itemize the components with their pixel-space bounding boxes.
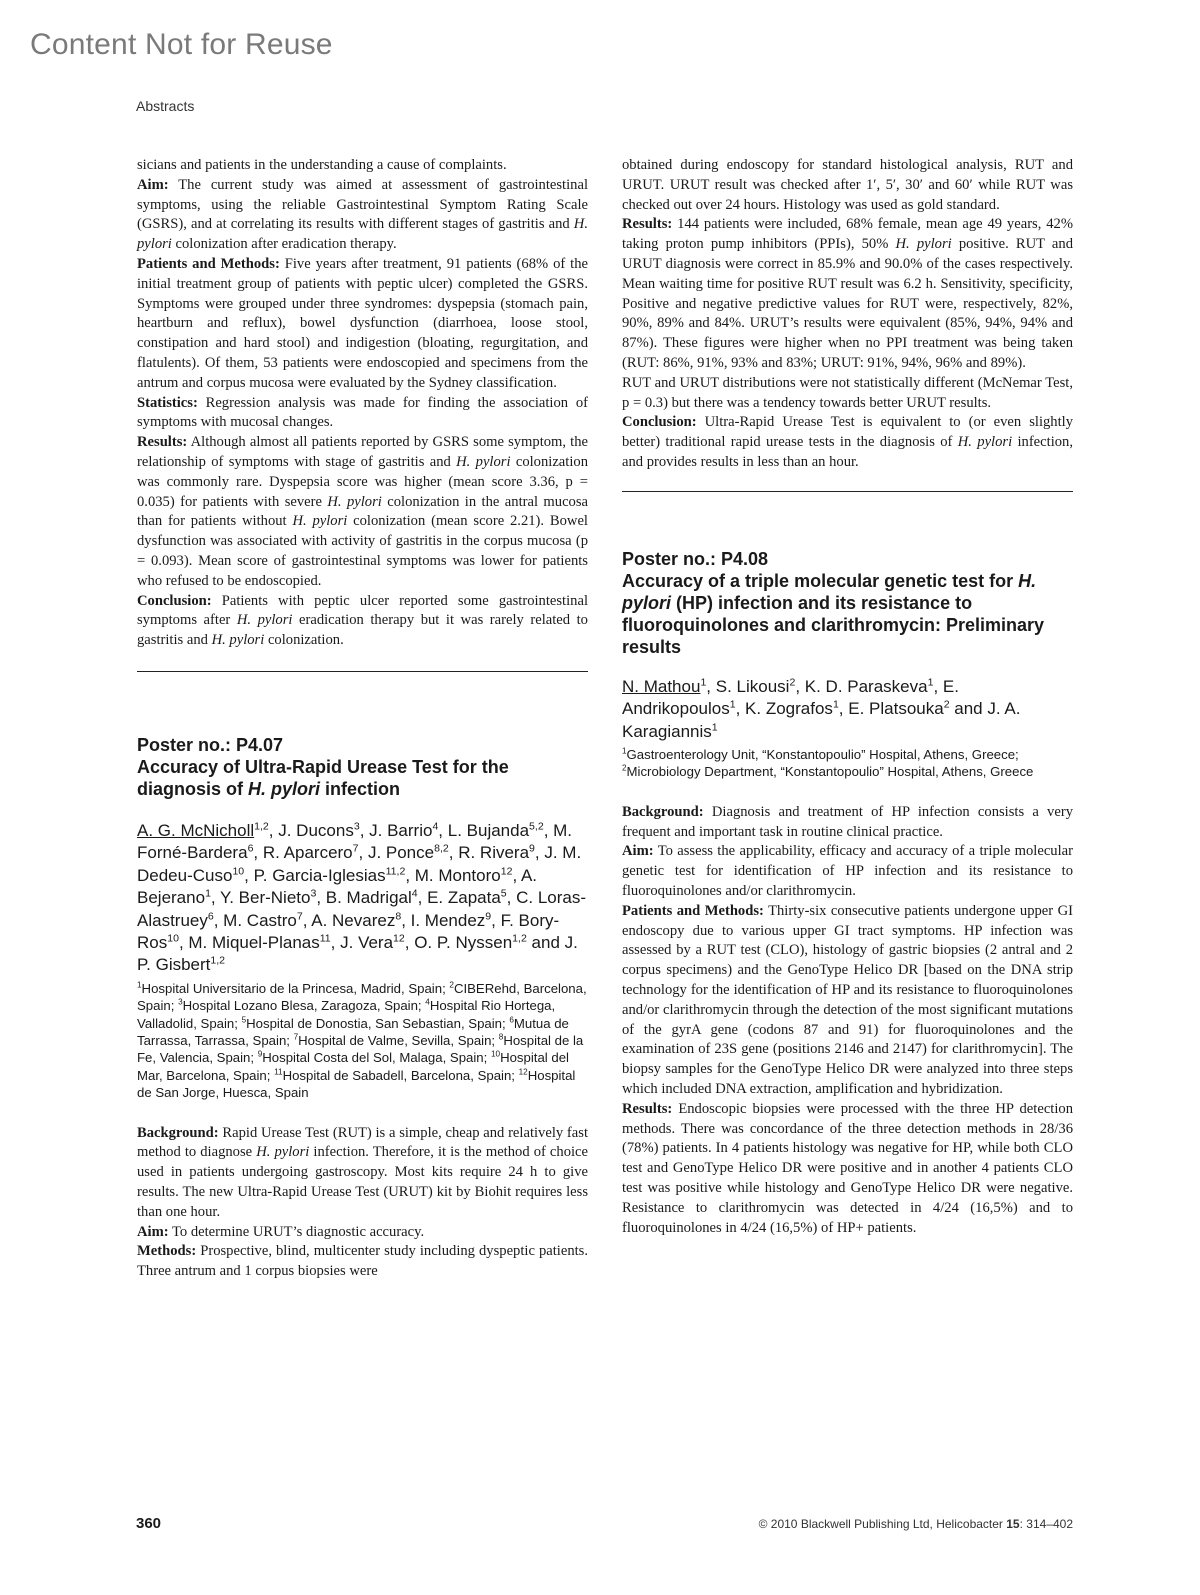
- page-number: 360: [136, 1515, 162, 1532]
- section-divider: [137, 671, 588, 672]
- author-list: A. G. McNicholl$^{1,2}$, J. Ducons$^3$, J. Barrio$^4$, L. Bujanda$^{5,2}$, M. Forné-Bardera$^6$, R. Aparcero$^7$, J. Ponce$^{8,2}$, R. Rivera$^9$, J. M. Dedeu-Cuso$^{10}$, P. Garcia-Iglesias$^{11,2}$, M. Montoro$^{12}$, A. Bejerano$^1$, Y. Ber-Nieto$^3$, B. Madrigal$^4$, E. Zapata$^5$, C. Loras-Alastruey$^6$, M. Castro$^7$, A. Nevarez$^8$, I. Mendez$^9$, F. Bory-Ros$^{10}$, M. Miquel-Planas$^{11}$, J. Vera$^{12}$, O. P. Nyssen$^{1,2}$ and J. P. Gisbert$^{1,2}$: [137, 820, 587, 975]
- paragraph: Results: Endoscopic biopsies were processed with the three HP detection methods. There was concordance of the three detection methods in 28/36 (78%) patients. In 4 patients histology was negative for HP, while both CLO test and GenoType Helico DR were positive and in another 4 patients CLO test was positive while histology and GenoType Helico DR were negative. Resistance to clarithromycin was detected in 4/24 (16,5%) and to fluoroquinolones in 4/24 (16,5%) of HP+ patients.: [622, 1100, 1073, 1236]
- paragraph: Methods: Prospective, blind, multicenter study including dyspeptic patients. Three antrum and 1 corpus biopsies were: [137, 1243, 589, 1280]
- poster-number: Poster no.: P4.07: [137, 734, 284, 755]
- paragraph: Results: 144 patients were included, 68% female, mean age 49 years, 42% taking proton pump inhibitors (PPIs), 50% H. pylori positive. RUT and URUT diagnosis were correct in 85.9% and 90.0% of the cases respectively. Mean waiting time for positive RUT result was 6.2 h. Sensitivity, specificity, Positive and negative predictive values for RUT were, respectively, 82%, 90%, 89% and 84%. URUT’s results were equivalent (85%, 94%, 94% and 87%). These figures were higher when no PPI treatment was being taken (RUT: 86%, 91%, 93% and 83%; URUT: 91%, 94%, 96% and 89%).: [622, 216, 1073, 371]
- paragraph: Results: Although almost all patients reported by GSRS some symptom, the relationship of symptoms with stage of gastritis and H. pylori colonization was commonly rare. Dyspepsia score was higher (mean score 3.36, p = 0.035) for patients with severe H. pylori colonization in the antral mucosa than for patients without H. pylori colonization (mean score 2.21). Bowel dysfunction was associated with activity of gastritis in the corpus mucosa (p = 0.093). Mean score of gastrointestinal symptoms was lower for patients who refused to be endoscopied.: [137, 434, 589, 589]
- copyright-line: © 2010 Blackwell Publishing Ltd, Helicobacter 15: 314–402: [758, 1517, 1073, 1531]
- poster-title: Accuracy of Ultra-Rapid Urease Test for the diagnosis of H. pylori infection: [137, 756, 509, 799]
- author-list: N. Mathou$^1$, S. Likousi$^2$, K. D. Paraskeva$^1$, E. Andrikopoulos$^1$, K. Zografos$^1$, E. Platsouka$^2$ and J. A. Karagiannis$^1$: [622, 676, 1021, 741]
- right-column: [622, 156, 1073, 1238]
- paragraph: RUT and URUT distributions were not statistically different (McNemar Test, p = 0.3) but there was a tendency towards better URUT results.: [622, 374, 1073, 411]
- paragraph: Patients and Methods: Five years after treatment, 91 patients (68% of the initial treatment group of patients with peptic ulcer) completed the GSRS. Symptoms were grouped under three syndromes: dyspepsia (stomach pain, heartburn and reflux), bowel dysfunction (diarrhoea, loose stool, constipation and hard stool) and indigestion (bloating, regurgitation, and flatulents). Of them, 53 patients were endoscopied and specimens from the antrum and corpus mucosa were evaluated by the Sydney classification.: [137, 255, 588, 391]
- affiliations: $^1$Hospital Universitario de la Princesa, Madrid, Spain; $^2$CIBERehd, Barcelona, Spain; $^3$Hospital Lozano Blesa, Zaragoza, Spain; $^4$Hospital Rio Hortega, Valladolid, Spain; $^5$Hospital de Donostia, San Sebastian, Spain; $^6$Mutua de Tarrassa, Tarrassa, Spain; $^7$Hospital de Valme, Sevilla, Spain; $^8$Hospital de la Fe, Valencia, Spain; $^9$Hospital Costa del Sol, Malaga, Spain; $^{10}$Hospital del Mar, Barcelona, Spain; $^{11}$Hospital de Sabadell, Barcelona, Spain; $^{12}$Hospital de San Jorge, Huesca, Spain: [137, 980, 587, 1101]
- paragraph: Aim: To assess the applicability, efficacy and accuracy of a triple molecular genetic test for identification of HP infection and its resistance to fluoroquinolones and/or clarithromycin.: [622, 843, 1073, 899]
- paragraph: Background: Rapid Urease Test (RUT) is a simple, cheap and relatively fast method to diagnose H. pylori infection. Therefore, it is the method of choice used in patients undergoing gastroscopy. Most kits require 24 h to give results. The new Ultra-Rapid Urease Test (URUT) kit by Biohit requires less than one hour.: [137, 1124, 589, 1220]
- paragraph: Aim: The current study was aimed at assessment of gastrointestinal symptoms, using the reliable Gastrointestinal Symptom Rating Scale (GSRS), and at correlating its results with different stages of gastritis and H. pylori colonization after eradication therapy.: [137, 176, 588, 253]
- section-divider: [622, 491, 1073, 492]
- paragraph: Conclusion: Ultra-Rapid Urease Test is equivalent to (or even slightly better) traditional rapid urease tests in the diagnosis of H. pylori infection, and provides results in less than an hour.: [622, 414, 1073, 470]
- poster-p4-07: [137, 734, 588, 800]
- paragraph: obtained during endoscopy for standard histological analysis, RUT and URUT. URUT result was checked after 1′, 5′, 30′ and 60′ while RUT was checked out over 24 hours. Histology was used as gold standard.: [622, 157, 1073, 213]
- poster-p4-08: [622, 548, 1073, 658]
- affiliations: $^1$Gastroenterology Unit, “Konstantopoulio” Hospital, Athens, Greece; $^2$Microbiology Department, “Konstantopoulio” Hospital, Athens, Greece: [622, 746, 1034, 780]
- running-head: Abstracts: [136, 98, 195, 114]
- left-abstract-body: [137, 1124, 588, 1282]
- left-column: [137, 156, 588, 1282]
- paragraph: Background: Diagnosis and treatment of HP infection consists a very frequent and important task in routine clinical practice.: [622, 803, 1073, 840]
- paragraph: sicians and patients in the understanding a cause of complaints.: [137, 157, 507, 173]
- poster-title: Accuracy of a triple molecular genetic test for H. pylori (HP) infection and its resistance to fluoroquinolones and clarithromycin: Preliminary results: [622, 570, 1045, 657]
- poster-number: Poster no.: P4.08: [622, 548, 769, 569]
- paragraph: Patients and Methods: Thirty-six consecutive patients undergone upper GI endoscopy due to various upper GI tract symptoms. HP infection was assessed by a RUT test (CLO), histology of gastric biopsies (2 antral and 2 corpus specimens) and the GenoType Helico DR [based on the DNA strip technology for the identification of HP and its resistance to fluoroquinolones and/or clarithromycin through the detection of the most significant mutations of the gyrA gene (codons 87 and 91) for fluoroquinolones and the examination of 23S gene (positions 2146 and 2147) for clarithromycin]. The biopsy samples for the GenoType Helico DR were analyzed into three steps which included DNA extraction, amplification and hybridization.: [622, 902, 1073, 1097]
- right-continued-abstract: [622, 156, 1073, 473]
- right-abstract-body: [622, 803, 1073, 1239]
- paragraph: Statistics: Regression analysis was made for finding the association of symptoms with mucosal changes.: [137, 394, 588, 431]
- left-continued-abstract: [137, 156, 588, 651]
- watermark: Content Not for Reuse: [30, 28, 333, 61]
- paragraph: Aim: To determine URUT’s diagnostic accuracy.: [137, 1223, 425, 1240]
- paragraph: Conclusion: Patients with peptic ulcer reported some gastrointestinal symptoms after H. pylori eradication therapy but it was rarely related to gastritis and H. pylori colonization.: [137, 592, 588, 649]
